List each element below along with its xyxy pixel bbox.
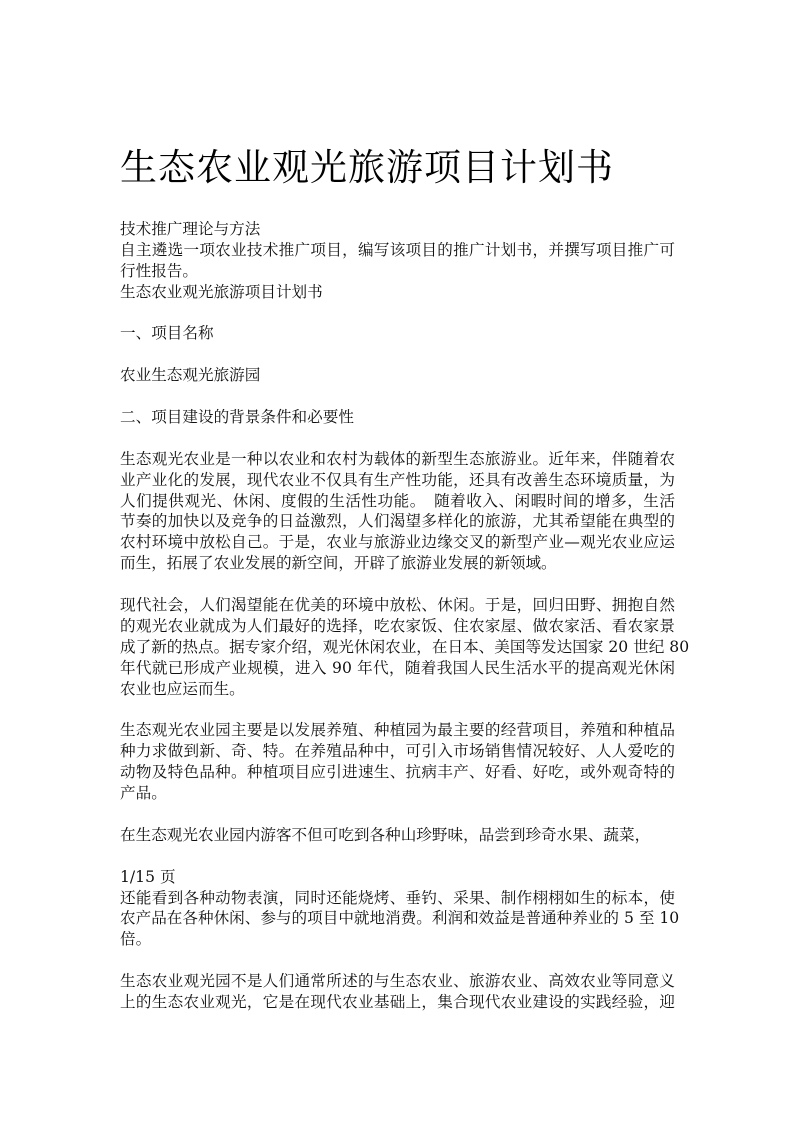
blank-line bbox=[120, 303, 675, 324]
text-line: 农产品在各种休闲、参与的项目中就地消费。利润和效益是普通种养业的 5 至 10 bbox=[120, 909, 680, 928]
text-line: 农业也应运而生。 bbox=[120, 679, 245, 698]
page-number: 1/15 页 bbox=[120, 867, 176, 886]
text-line: 技术推广理论与方法 bbox=[120, 220, 261, 238]
blank-line bbox=[120, 574, 675, 595]
text-line: 而生，拓展了农业发展的新空间，开辟了旅游业发展的新领域。 bbox=[120, 554, 557, 573]
text-line: 动物及特色品种。种植项目应引进速生、抗病丰产、好看、好吃，或外观奇特的 bbox=[120, 763, 675, 782]
blank-line bbox=[120, 804, 675, 825]
text-line: 人们提供观光、休闲、度假的生活性功能。 随着收入、闲暇时间的增多，生活 bbox=[120, 491, 675, 510]
text-line: 生态农业观光旅游项目计划书 bbox=[120, 282, 323, 301]
document-title: 生态农业观光旅游项目计划书 bbox=[120, 146, 614, 189]
text-line: 倍。 bbox=[120, 930, 152, 949]
text-line: 的观光农业就成为人们最好的选择，吃农家饭、住农家屋、做农家活、看农家景 bbox=[120, 616, 675, 635]
text-line: 现代社会，人们渴望能在优美的环境中放松、休闲。于是，回归田野、拥抱自然 bbox=[120, 596, 675, 615]
text-line: 一、项目名称 bbox=[120, 324, 214, 343]
text-line: 在生态观光农业园内游客不但可吃到各种山珍野味，品尝到珍奇水果、蔬菜， bbox=[120, 825, 651, 844]
text-line: 上的生态农业观光，它是在现代农业基础上，集合现代农业建设的实践经验，迎 bbox=[120, 992, 675, 1011]
blank-line bbox=[120, 846, 675, 867]
text-line: 农业生态观光旅游园 bbox=[120, 366, 261, 385]
text-line: 行性报告。 bbox=[120, 261, 198, 280]
text-line: 产品。 bbox=[120, 784, 167, 803]
document-body bbox=[120, 219, 690, 1013]
text-line: 业产业化的发展，现代农业不仅具有生产性功能，还具有改善生态环境质量，为 bbox=[120, 470, 675, 489]
text-line: 生态观光农业园主要是以发展养殖、种植园为最主要的经营项目，养殖和种植品 bbox=[120, 721, 675, 740]
blank-line bbox=[120, 386, 675, 407]
blank-line bbox=[120, 950, 675, 971]
text-line: 年代就已形成产业规模，进入 90 年代，随着我国人民生活水平的提高观光休闲 bbox=[120, 658, 675, 677]
text-line: 生态农业观光园不是人们通常所述的与生态农业、旅游农业、高效农业等同意义 bbox=[120, 972, 675, 991]
text-line: 自主遴选一项农业技术推广项目，编写该项目的推广计划书，并撰写项目推广可 bbox=[120, 240, 675, 259]
text-line: 还能看到各种动物表演，同时还能烧烤、垂钓、采果、制作栩栩如生的标本，使 bbox=[120, 888, 675, 907]
text-line: 种力求做到新、奇、特。在养殖品种中，可引入市场销售情况较好、人人爱吃的 bbox=[120, 742, 675, 761]
text-line: 二、项目建设的背景条件和必要性 bbox=[120, 408, 354, 427]
text-line: 农村环境中放松自己。于是，农业与旅游业边缘交叉的新型产业—观光农业应运 bbox=[120, 533, 675, 552]
text-line: 成了新的热点。据专家介绍，观光休闲农业，在日本、美国等发达国家 20 世纪 80 bbox=[120, 637, 690, 656]
blank-line bbox=[120, 699, 675, 720]
blank-line bbox=[120, 344, 675, 365]
text-line: 节奏的加快以及竞争的日益激烈，人们渴望多样化的旅游，尤其希望能在典型的 bbox=[120, 512, 675, 531]
text-line: 生态观光农业是一种以农业和农村为载体的新型生态旅游业。近年来，伴随着农 bbox=[120, 449, 675, 468]
blank-line bbox=[120, 428, 675, 449]
